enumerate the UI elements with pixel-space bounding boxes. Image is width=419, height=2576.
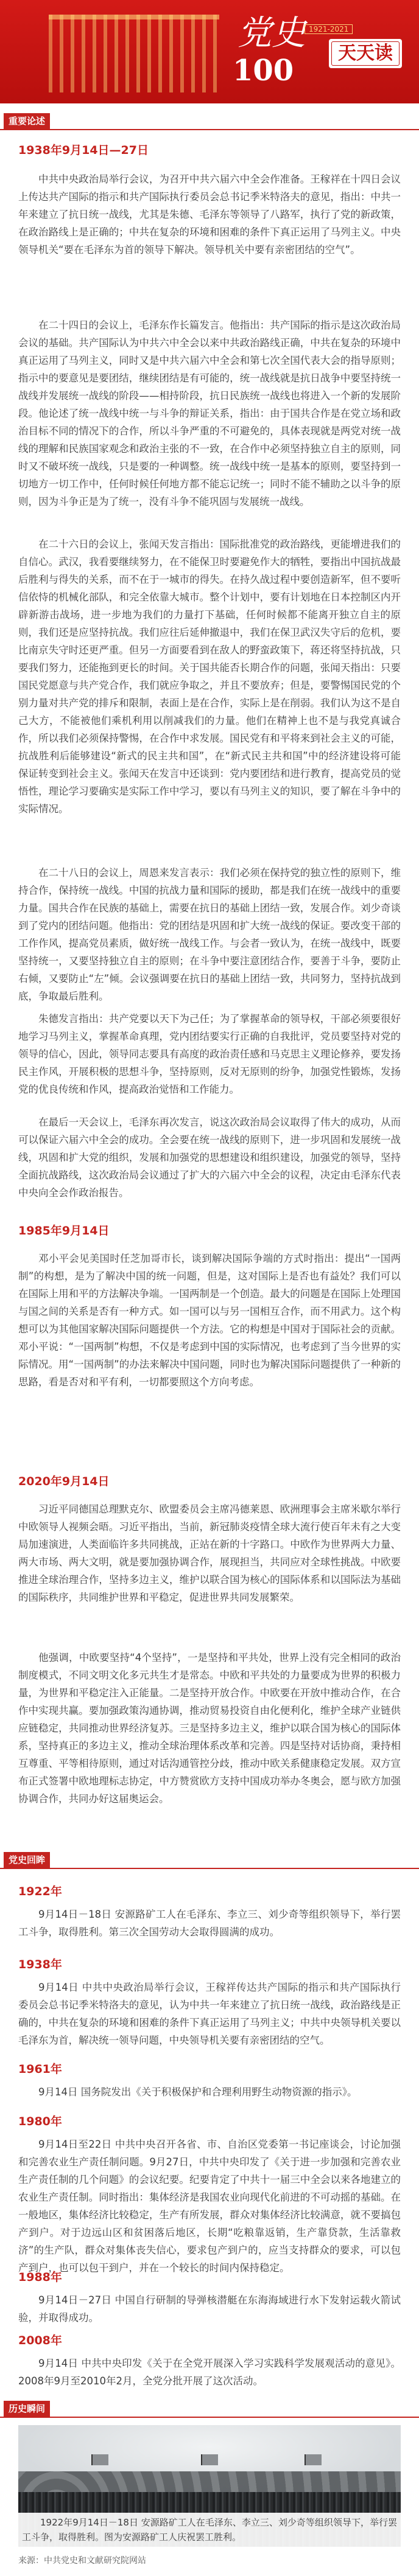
paragraph: 邓小平会见美国时任芝加哥市长，谈到解决国际争端的方式时指出：提出“一国两制”的构想，是为了解决中国的统一问题，但是，这对国际上是否也有益处？我们可以在国际上用和平的方法解决争端。一国两制是一个创造。最大的问题是在国际上处理国与国之间的关系是否有一种方式。如一国可以与另一国相互合作，而不用武力。这个构想可以为其他国家解决国际问题提供一个方法。它的构想是中国对于国际社会的贡献。邓小平说：“一国两制”构想，不仅是考虑到中国的实际情况，也考虑到了当今世界的实际情况。用“一国两制”的办法来解决中国问题，同时也为解决国际问题提供了一种新的思路，看是否对和平有利，一切都要照这个方向考虑。 [18, 1253, 401, 1388]
section-divider [0, 1868, 419, 1869]
history-text: 9月14日 中共中央印发《关于在全党开展深入学习实践科学发展观活动的意见》。2008年9月至2010年2月，全党分批开展了这次活动。 [18, 2358, 401, 2387]
paragraph: 习近平同德国总理默克尔、欧盟委员会主席冯德莱恩、欧洲理事会主席米歇尔举行中欧领导人视频会晤。习近平指出，当前，新冠肺炎疫情全球大流行使百年未有之大变局加速演进，人类面临许多共同挑战，正站在新的十字路口。中欧作为世界两大力量、两大市场、两大文明，就是要加强协调合作，展现担当，共同应对全球性挑战。中欧要推进全球治理合作，坚持多边主义，维护以联合国为核心的国际体系和以国际法为基础的国际秩序，共同维护世界和平稳定，促进世界共同发展繁荣。 [18, 1503, 401, 1603]
banner-number: 100 [233, 54, 294, 88]
history-text: 9月14日 国务院发出《关于积极保护和合理利用野生动物资源的指示》。 [38, 2086, 357, 2098]
section-date: 2020年9月14日 [18, 1475, 110, 1488]
section-divider [0, 2417, 419, 2418]
paragraph: 在二十八日的会议上，周恩来发言表示：我们必须在保持党的独立性的原则下，维持合作，保持统一战线。中国的抗战力量和国际的援助，都是我们在统一战线中的重要力量。国共合作在民族的基础上，需要在抗日的基础上团结一致，发展合作。刘少奇谈到了党内的团结问题。他指出：党的团结是巩固和扩大统一战线的保证。要改变干部的工作作风，提高党员素质，做好统一战线工作。与会者一致认为，在统一战线中，既要坚持统一，又要坚持独立自主的原则；在斗争中要注意团结合作，要善于斗争，要防止右倾，又要防止“左”倾。会议强调要在抗日的基础上团结一致，共同努力，坚持抗战到底，争取最后胜利。 [18, 867, 401, 1002]
section-header-history: 党史回眸 [4, 1852, 50, 1868]
history-text: 9月14日至22日 中共中央召开各省、市、自治区党委第一书记座谈会，讨论加强和完善农业生产责任制问题。9月27日，中共中央印发了《关于进一步加强和完善农业生产责任制的几个问题》的会议纪要。纪要肯定了中共十一届三中全会以来各地建立的农业生产责任制。同时指出：集体经济是我国农业向现代化前进的不可动摇的基础。在一般地区，集体经济比较稳定，生产有所发展，群众对集体经济比较满意，就不要搞包产到户。对于边远山区和贫困落后地区，长期“吃粮靠返销，生产靠贷款，生活靠救济”的生产队，群众对集体丧失信心，要求包产到户的，应当支持群众的要求，可以包产到户，也可以包干到户，并在一个较长的时间内保持稳定。 [18, 2139, 401, 2274]
section-header-important: 重要论述 [4, 113, 50, 129]
paragraph: 朱德发言指出：共产党要以天下为己任；为了掌握革命的领导权，干部必须要很好地学习马列主义，掌握革命真理，党内团结要实行正确的自我批评，党员要坚持对党的领导的信心，因此，领导同志要具有高度的政治责任感和马克思主义理论修养，要发扬民主作风，开展积极的思想斗争，坚持原则，反对无原则的纷争，加强党性锻炼，发扬党的优良传统和作风，提高政治觉悟和工作能力。 [18, 1013, 401, 1095]
history-year: 2008年 [18, 2334, 62, 2347]
paragraph: 在二十四日的会议上，毛泽东作长篇发言。他指出：共产国际的指示是这次政治局会议的基础。共产国际认为中共六中全会以来中共政治路线正确，中共在复杂的环境中真正运用了马列主义，同时又是中共六届六中全会和第七次全国代表大会的指导原则；指示中的要意见是要团结，继续团结是有可能的，统一战线就是抗日战争中要坚持统一战线并发展统一战线的阶段——相持阶段，抗日民族统一战线也将进入一个新的发展阶段。他论述了统一战线中统一与斗争的辩证关系，指出：由于国共合作是在党立场和政治目标不同的情况下的合作，所以斗争严重的不可避免的，具体表现就是两党对统一战线的理解和民族国家观念和政治主张的不一致，在合作中必须坚持独立自主的原则，同时又不破坏统一战线，只是要的一种调整。统一战线中统一是基本的原则，要坚持到一切地方一切工作中，任何时候任何地方都不能忘记统一；同时不能不辅助之以斗争的原则，因为斗争正是为了统一，没有斗争不能巩固与发展统一战线。 [18, 319, 401, 507]
paragraph: 在最后一天会议上，毛泽东再次发言，说这次政治局会议取得了伟大的成功，从而可以保证六届六中全会的成功。全会要在统一战线的原则下，进一步巩固和发展统一战线，巩固和扩大党的组织，发展和加强党的思想建设和组织建设，加强党的领导，坚持全面抗战路线，这次政治局会议通过了扩大的六届六中全会的议程，决定由毛泽东代表中央向全会作政治报告。 [18, 1116, 401, 1199]
paragraph: 他强调，中欧要坚持“4个坚持”，一是坚持和平共处，世界上没有完全相同的政治制度模式，不同文明文化多元共生才是常态。中欧和平共处的力量要成为世界的积极力量，为世界和平稳定注入正能量。二是坚持开放合作。中欧要在开放中推动合作，在合作中实现共赢。要加强政策沟通协调，推动贸易投资自由化便利化，维护全球产业链供应链稳定，共同推动世界经济复苏。三是坚持多边主义，维护以联合国为核心的国际体系，坚持真正的多边主义，推动全球治理体系改革和完善。四是坚持对话协商，秉持相互尊重、平等相待原则，通过对话沟通管控分歧，推动中欧关系健康稳定发展。双方宣布正式签署中欧地理标志协定，中方赞赏欧方支持中国成功举办冬奥会，愿与欧方加强协调合作，共同办好这届奥运会。 [18, 1652, 401, 1805]
history-year: 1980年 [18, 2115, 62, 2128]
banner-title: 党史 [238, 13, 306, 53]
section-date: 1938年9月14日—27日 [18, 144, 149, 157]
history-text: 9月14日－18日 安源路矿工人在毛泽东、李立三、刘少奇等组织领导下，举行罢工斗争，取得胜利。第三次全国劳动大会取得圆满的成功。 [18, 1909, 401, 1938]
history-text: 9月14日 中共中央政治局举行会议，王稼祥传达共产国际的指示和共产国际执行委员会总书记季米特洛夫的意见，认为中共一年来建立了抗日统一战线，政治路线是正确的，中共在复杂的环境和困难的条件下真正运用了马列主义；中共中央领导机关要以毛泽东为首，解决统一领导问题，中央领导机关要有亲密团结的空气。 [18, 1982, 401, 2046]
source-note: 来源：中共党史和文献研究院网站 [18, 2556, 146, 2566]
history-text: 9月14日－27日 中国自行研制的导弹核潜艇在东海海域进行水下发射运载火箭试验，并取得成功。 [18, 2294, 401, 2324]
history-year: 1988年 [18, 2271, 62, 2284]
history-year: 1922年 [18, 1885, 62, 1898]
section-divider [0, 129, 419, 130]
building-illustration [49, 15, 219, 92]
photo-caption: 1922年9月14日－18日 安源路矿工人在毛泽东、李立三、刘少奇等组织领导下，举行罢工斗争，取得胜利。图为安源路矿工人庆祝罢工胜利。 [18, 2513, 401, 2547]
banner-tag: 天天读 [329, 39, 402, 68]
section-header-gallery: 历史瞬间 [4, 2401, 50, 2417]
paragraph: 中共中央政治局举行会议，为召开中共六届六中全会作准备。王稼祥在十四日会议上传达共产国际的指示和共产国际执行委员会总书记季米特洛夫的意见，指出：中共一年来建立了抗日统一战线，尤其是朱德、毛泽东等领导了八路军，执行了党的新政策，在政治路线上是正确的；中共在复杂的环境和困难的条件下真正运用了马列主义。中央领导机关“要在毛泽东为首的领导下解决。领导机关中要有亲密团结的空气”。 [18, 173, 401, 256]
header-banner [0, 0, 419, 103]
banner-years: 1921-2021 [305, 24, 353, 34]
history-year: 1961年 [18, 2063, 62, 2076]
paragraph: 在二十六日的会议上，张闻天发言指出：国际批准党的政治路线，更能增进我们的自信心。武汉，我看要继续努力，在不能保卫时要避免作大的牺牲，要指出中国抗战最后胜利与得失的关系，而不在于一城市的得失。在持久战过程中要创造新军，但不要听信依恃的机械化部队，和完全依靠大城市。整个计划中，要有计划地在日本控制区内开辟新游击战场，进一步地为我们的力量打下基础，任何时候都不能离开独立自主的原则，我们还是应坚持抗战。我们应往后延伸撤退中，我们在保卫武汉失守后的危机，要比南京失守时还更严重。但另一方面要看到在敌人的野蛮政策下，蒋还将坚持抗战，只要我们努力，还能拖到更长的时间。关于国共能否长期合作的问题，张闻天指出：只要国民党愿意与共产党合作，我们就应争取之，并且不要放弃；但是，要警惕国民党的个别力量对共产党的排斥和限制，表面上是在合作，实际上是在削弱。我们认为这不是自己大方，不能被他们乘机利用以削减我们的力量。他们在精神上也不是与我党真诚合作，所以我们必须保持警惕，在合作中求发展。国民党有和平将来到社会主义的可能，抗战胜利后能够建设“新式的民主共和国”，在“新式民主共和国”中的经济建设将可能保证转变到社会主义。张闻天在发言中还谈到：党内要团结和进行教育，提高党员的觉悟性，理论学习要确实是实际工作中学习，要以有马列主义的知识，要了解在斗争中的实际情况。 [18, 538, 401, 815]
history-year: 1938年 [18, 1958, 62, 1971]
section-date: 1985年9月14日 [18, 1224, 110, 1238]
